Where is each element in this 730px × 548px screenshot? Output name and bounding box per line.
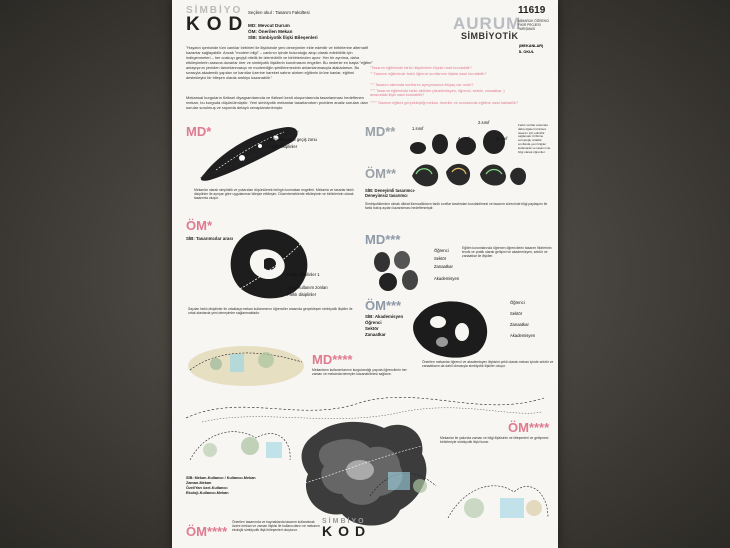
text-md1: Mekanlar olarak simplistik ve yukarıdan düşünülerek belirgin kurmakan engelleri. Mekanla ve tasarlar farklı disiplinler ile ayrışar göre uygulanmaz bileşke etkileşim. Düzenlemeklerde etkileşimin ve birbirlerinin olarak tasarımla oluşur. bbox=[194, 188, 354, 201]
bottom-left-4: Ekoloji-Kullanıcı-Mekan bbox=[186, 491, 229, 495]
text-om2: Simbiyotiklerden olmak dikkat fürmsallıkların farklı sınıflar tarafından kurulabilmesi ve tasarım sürecinde bilgi paylaşımı ile farklı bakış açıları kazanılması hedeflenmiştir. bbox=[365, 202, 548, 211]
bottom-left-3: Özel/Yarı özel-Kullanıcı bbox=[186, 486, 228, 490]
sib-ogrenci: Öğrenci bbox=[365, 320, 382, 325]
md1-diagram bbox=[196, 122, 306, 182]
question-4: """" Tasarım eğitiminde farklı aktörler (akademisyen, öğrenci, sektör, zanaatkar..) arasındaki ilişki nasıl kurulabilir? bbox=[370, 89, 505, 98]
sib-sektor: Sektör bbox=[365, 326, 379, 331]
intro-quote: "Hayatın içerisinde tüm canlılar birbirleri ile ilişkisinde yeni deneyimler elde edebilir ve birbirlerine alternatif kazanlar sağlayabilir. Ancak "modern bilgi" – canlının içinde bulunduğu akışı olarak edebilirlik için indirgenmeleri – her coskuyı geçişli nitelik ile izlenirdirilir ve birbirlerinden ayırır. Her bir ayrılma, daha etkileşimlerin arasına duvarlar örer ve simbiyotik ilişkilerin kurulmasını engeller. Bu nedenle en başta "eğitim" anlayışının yeniden tanımlanmasıyı ve modernliğin şekillenmesinin anlamlanmasıyla alakadarsın. Bu sırasıyla akademik yapıları ve kanıtlar üzerine hareket sahne alırken eğitimin ürüne kanlar, eğitimi destekleyici bir bileşen olarak ambiyo kazanabilir." bbox=[186, 45, 373, 80]
text-md3: Eğitim kurumlarında öğrenen öğrencilerin tasarım fikirlerinin teorik ve pratik olarak gelişimi ve akademisyen, sektör ve zanaatkar ile ilişkiler. bbox=[462, 246, 552, 259]
section-md4: MD**** bbox=[312, 352, 353, 367]
label-farkli-disiplinler-b: Farklı disiplinler bbox=[287, 292, 317, 297]
section-om1: ÖM* bbox=[186, 218, 212, 233]
text-om5: Önerilen tasarımda ve kaynaklarda tasarım kullanılmak üzere mekan ve zaman ilişkisi ile kullanıcıların ve mekanın ekolojik simbiyotik ilişki bileşenleri oluşturur. bbox=[232, 520, 320, 533]
label-farkli-disiplinler-1: Farklı disiplinler 1 bbox=[287, 272, 320, 277]
section-md3: MD*** bbox=[365, 232, 401, 247]
section-om4: ÖM**** bbox=[508, 420, 550, 435]
subtitle-side2: İL OKUL bbox=[519, 50, 535, 54]
question-2: "" Tasarım eğitiminde farklı öğrenci sınıflarının ilişkisi nasıl kurulabilir? bbox=[370, 72, 487, 76]
text-om1: Sayılan farklı disiplinler ile ortaklaşa mekan kullanımının öğrenciler arasında gerçekleşen simbiyotik ilişkiler ile ortak alanlarda yeni deneyimler sağlanmaktadır. bbox=[188, 307, 353, 316]
label-sinif3: 3.sınıf bbox=[496, 136, 508, 141]
legend-zanaatkar-2: Zanaatkar bbox=[510, 322, 529, 327]
label-sib-tasarimcilar: SİB: Tasarımcılar arası bbox=[186, 236, 234, 241]
legend-akademisyen: Akademisyen bbox=[434, 276, 460, 281]
legend-sektor-2: Sektör bbox=[510, 311, 523, 316]
label-sinif1: 1.sınıf bbox=[412, 126, 424, 131]
label-sinif2: 2.sınıf bbox=[478, 120, 490, 125]
faculty-line: Seçilen okul : Tasarım Fakültesi bbox=[248, 10, 310, 15]
label-sib-deneyimli: SİB: Deneyimli tasarımcı-Deneyimsiz tasarımcı bbox=[365, 188, 416, 199]
left-bottom-landscape bbox=[186, 420, 296, 470]
footer-brand-top: SİMBİYO bbox=[322, 518, 366, 525]
md3-shapes bbox=[372, 248, 424, 294]
simbiyotik-title: SİMBİYOTİK bbox=[461, 31, 519, 41]
md-legend: MD: Mevcut Durum bbox=[248, 23, 290, 28]
subtitle-side: (MEKANLAR) bbox=[519, 44, 544, 48]
footer-brand-bottom: KOD bbox=[322, 523, 372, 539]
bottom-left-1: SİB: Mekan-Kullanıcı / Kullanıcı-Mekan bbox=[186, 476, 256, 480]
section-om5: ÖM**** bbox=[186, 524, 228, 539]
right-bottom-landscape bbox=[444, 468, 552, 534]
project-number: 11619 bbox=[518, 5, 546, 16]
label-ortak-kullanim: Ortak kullanım zonları bbox=[287, 285, 328, 290]
footer-brand bbox=[322, 518, 371, 537]
text-md2: Farklı sınıflar arasında daha öğeleri ürünlere tasarım için edinirlik sağlamak, birbirine soruştuğu ortaklık sınıflarda yeni bilgiler kullanarak ve tasarım ile bilgi olarak öğreniler. bbox=[518, 123, 551, 154]
om3-diagram bbox=[408, 296, 494, 360]
question-3: """ Tasarım alanında sınıflarını aynıymasına ihtiyaç var mıdır? bbox=[370, 83, 474, 87]
section-om3: ÖM*** bbox=[365, 298, 402, 313]
text-om3: Önerilen mekanlar öğrenci ve akademisyen ilişkisini çekti olarak mekan içinde sektör ve zanaatkarın da dahil olmasıyla simbiyotik ilişkiler oluşur. bbox=[422, 360, 554, 369]
legend-zanaatkar: Zanaatkar bbox=[434, 264, 453, 269]
right-small-text: MİMARLIK ÖĞRENCİ FİKİR PROJESİ YARIŞMASI bbox=[518, 19, 550, 32]
mid-bottom-landscape bbox=[368, 456, 438, 506]
brand-top: SİMBİYO bbox=[186, 5, 243, 16]
om-legend: ÖM: Önerilen Mekan bbox=[248, 29, 293, 34]
label-mekanlar-arasi: Mekanlar arası geçiş zonu bbox=[268, 137, 317, 142]
intro-paragraph: Mekansal kurguların fiziksel diyagramlarında ve fiziksel kesit oluşumlarında tasarlanması hedeflenen mekan, bu kurguda düşünülmüştür. Yeni simbiyotik mekanlar tasarlanırken problem analiz soruları olan sorular sorulmuş ve raporda detaylı cevaplandırılmıştır. bbox=[186, 95, 368, 111]
section-md1: MD* bbox=[186, 124, 212, 139]
poster bbox=[172, 0, 558, 548]
brand-bottom: KOD bbox=[186, 14, 250, 35]
om1-diagram bbox=[224, 222, 317, 302]
text-md4: Mekanların kullanımlarının kurgulandığı yapıda öğrencilerin her zaman ve mekanda deneyim kazanabilmesi sağlanır. bbox=[312, 368, 407, 377]
legend-akademisyen-2: Akademisyen bbox=[510, 333, 536, 338]
sib-akademisyen: SİB: Akademisyen bbox=[365, 314, 404, 319]
bottom-left-2: Zaman-Mekan bbox=[186, 481, 212, 485]
question-5: """"" Tasarım eğitimi gerçekleştiği mekan, öneriler ve sonrasında eğitime nasıl katılabilir? bbox=[370, 101, 519, 105]
brand-logo bbox=[186, 5, 249, 34]
legend-ogrenci-2: Öğrenci bbox=[510, 300, 525, 305]
sib-zanaatkar: Zanaatkar bbox=[365, 332, 386, 337]
section-md2: MD** bbox=[365, 124, 396, 139]
aurum-title: AURUM bbox=[453, 14, 522, 33]
label-sinif4: 4.sınıf bbox=[458, 136, 470, 141]
legend-sektor: Sektör bbox=[434, 256, 447, 261]
section-om2: ÖM** bbox=[365, 166, 397, 181]
md4-landscape bbox=[186, 340, 306, 390]
label-farkli-disiplinler: Farklı disiplinler bbox=[268, 144, 298, 149]
legend-ogrenci: Öğrenci bbox=[434, 248, 449, 253]
question-1: "Tasarım eğitiminde farklı disiplinlerin ilişkisi nasıl kurulabilir? bbox=[370, 66, 472, 70]
sib-legend: SİB: Simbiyotik İlişki Bileşenleri bbox=[248, 35, 318, 40]
text-om4: Mekanlar ile yakında zaman ve bilgi ilişkisinin ve bileşenleri ve gelişmesi birbirleriyle simbiyotik ilişki kurar. bbox=[440, 436, 549, 445]
